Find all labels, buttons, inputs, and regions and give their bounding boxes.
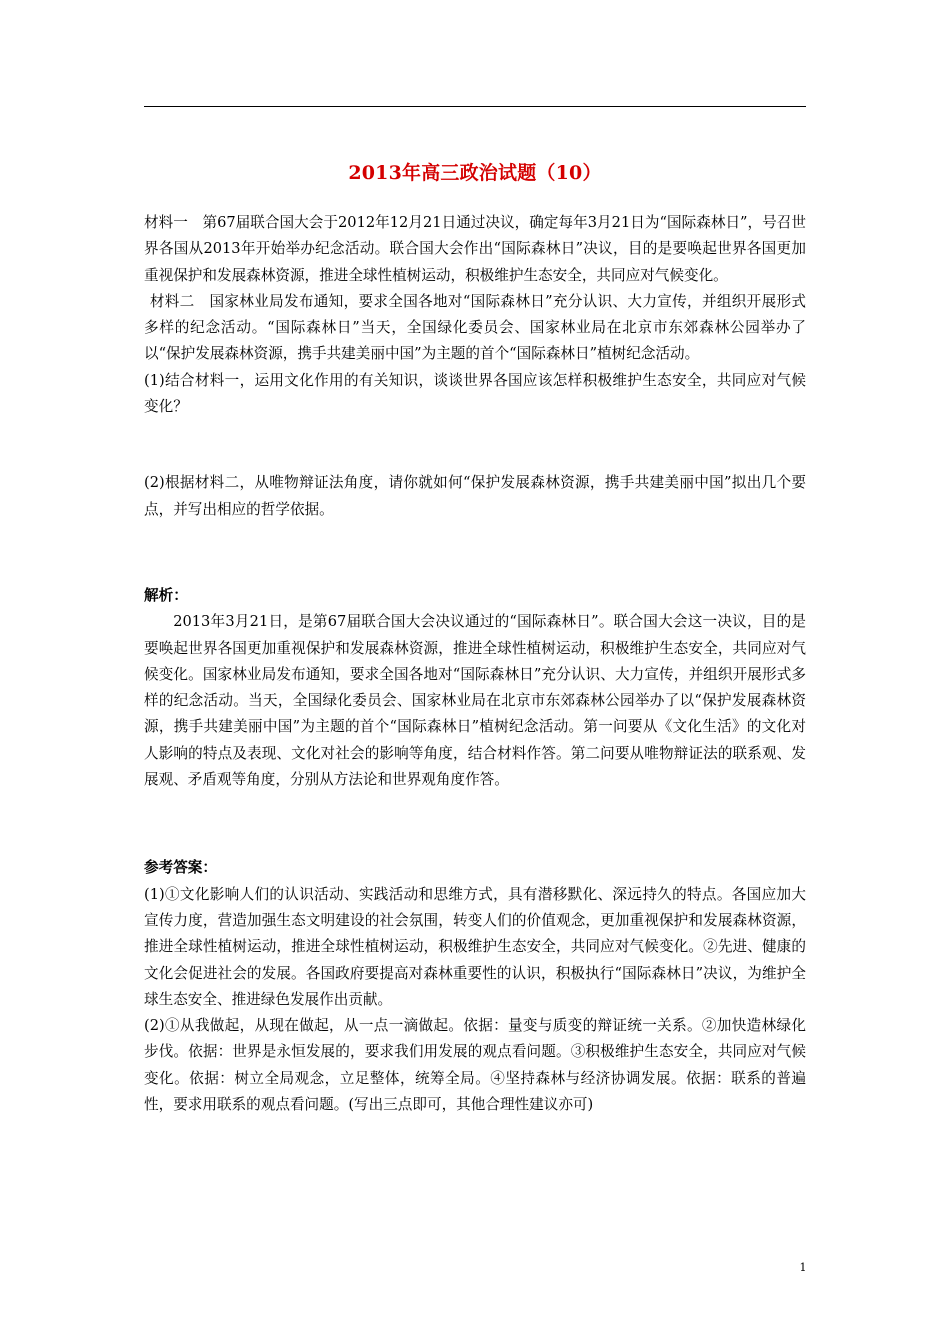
analysis-heading: 解析：	[144, 586, 188, 604]
material-2-paragraph: 材料二 国家林业局发布通知，要求全国各地对“国际森林日”充分认识、大力宣传，并组织开展形式多样的纪念活动。“国际森林日”当天，全国绿化委员会、国家林业局在北京市东郊森林公园举办了以“保护发展森林资源，携手共建美丽中国”为主题的首个“国际森林日”植树纪念活动。	[144, 292, 806, 363]
header-rule	[144, 106, 806, 107]
answer-space-2	[144, 523, 806, 583]
section-spacer	[144, 793, 806, 855]
question-1: (1)结合材料一，运用文化作用的有关知识，谈谈世界各国应该怎样积极维护生态安全，共同应对气候变化？	[144, 371, 806, 416]
answer-2-paragraph: (2)①从我做起，从现在做起，从一点一滴做起。依据：量变与质变的辩证统一关系。②加快造林绿化步伐。依据：世界是永恒发展的，要求我们用发展的观点看问题。③积极维护生态安全，共同应对气候变化。依据：树立全局观念，立足整体，统筹全局。④坚持森林与经济协调发展。依据：联系的普遍性，要求用联系的观点看问题。(写出三点即可，其他合理性建议亦可)	[144, 1017, 806, 1114]
page-title: 2013年高三政治试题（10）	[348, 162, 602, 184]
page-number: 1	[799, 1261, 807, 1274]
question-2: (2)根据材料二，从唯物辩证法角度，请你就如何“保护发展森林资源，携手共建美丽中国”拟出几个要点，并写出相应的哲学依据。	[144, 474, 806, 518]
document-body	[144, 210, 806, 1118]
answer-space-1	[144, 420, 806, 470]
answer-1-paragraph: (1)①文化影响人们的认识活动、实践活动和思维方式，具有潜移默化、深远持久的特点。各国应加大宣传力度，营造加强生态文明建设的社会氛围，转变人们的价值观念，更加重视保护和发展森林资源，推进全球性植树运动，推进全球性植树运动，积极维护生态安全，共同应对气候变化。②先进、健康的文化会促进社会的发展。各国政府要提高对森林重要性的认识，积极执行“国际森林日”决议，为维护全球生态安全、推进绿色发展作出贡献。	[144, 885, 806, 1008]
analysis-paragraph: 2013年3月21日，是第67届联合国大会决议通过的“国际森林日”。联合国大会这一决议，目的是要唤起世界各国更加重视保护和发展森林资源，推进全球性植树运动，积极维护生态安全，共同应对气候变化。国家林业局发布通知，要求全国各地对“国际森林日”充分认识、大力宣传，并组织开展形式多样的纪念活动。当天，全国绿化委员会、国家林业局在北京市东郊森林公园举办了以“保护发展森林资源，携手共建美丽中国”为主题的首个“国际森林日”植树纪念活动。第一问要从《文化生活》的文化对人影响的特点及表现、文化对社会的影响等角度，结合材料作答。第二问要从唯物辩证法的联系观、发展观、矛盾观等角度，分别从方法论和世界观角度作答。	[144, 613, 806, 789]
answer-heading: 参考答案：	[144, 859, 217, 877]
material-1-paragraph: 材料一 第67届联合国大会于2012年12月21日通过决议，确定每年3月21日为“国际森林日”，号召世界各国从2013年开始举办纪念活动。联合国大会作出“国际森林日”决议，目的是要唤起世界各国更加重视保护和发展森林资源，推进全球性植树运动，积极维护生态安全，共同应对气候变化。	[144, 214, 806, 284]
